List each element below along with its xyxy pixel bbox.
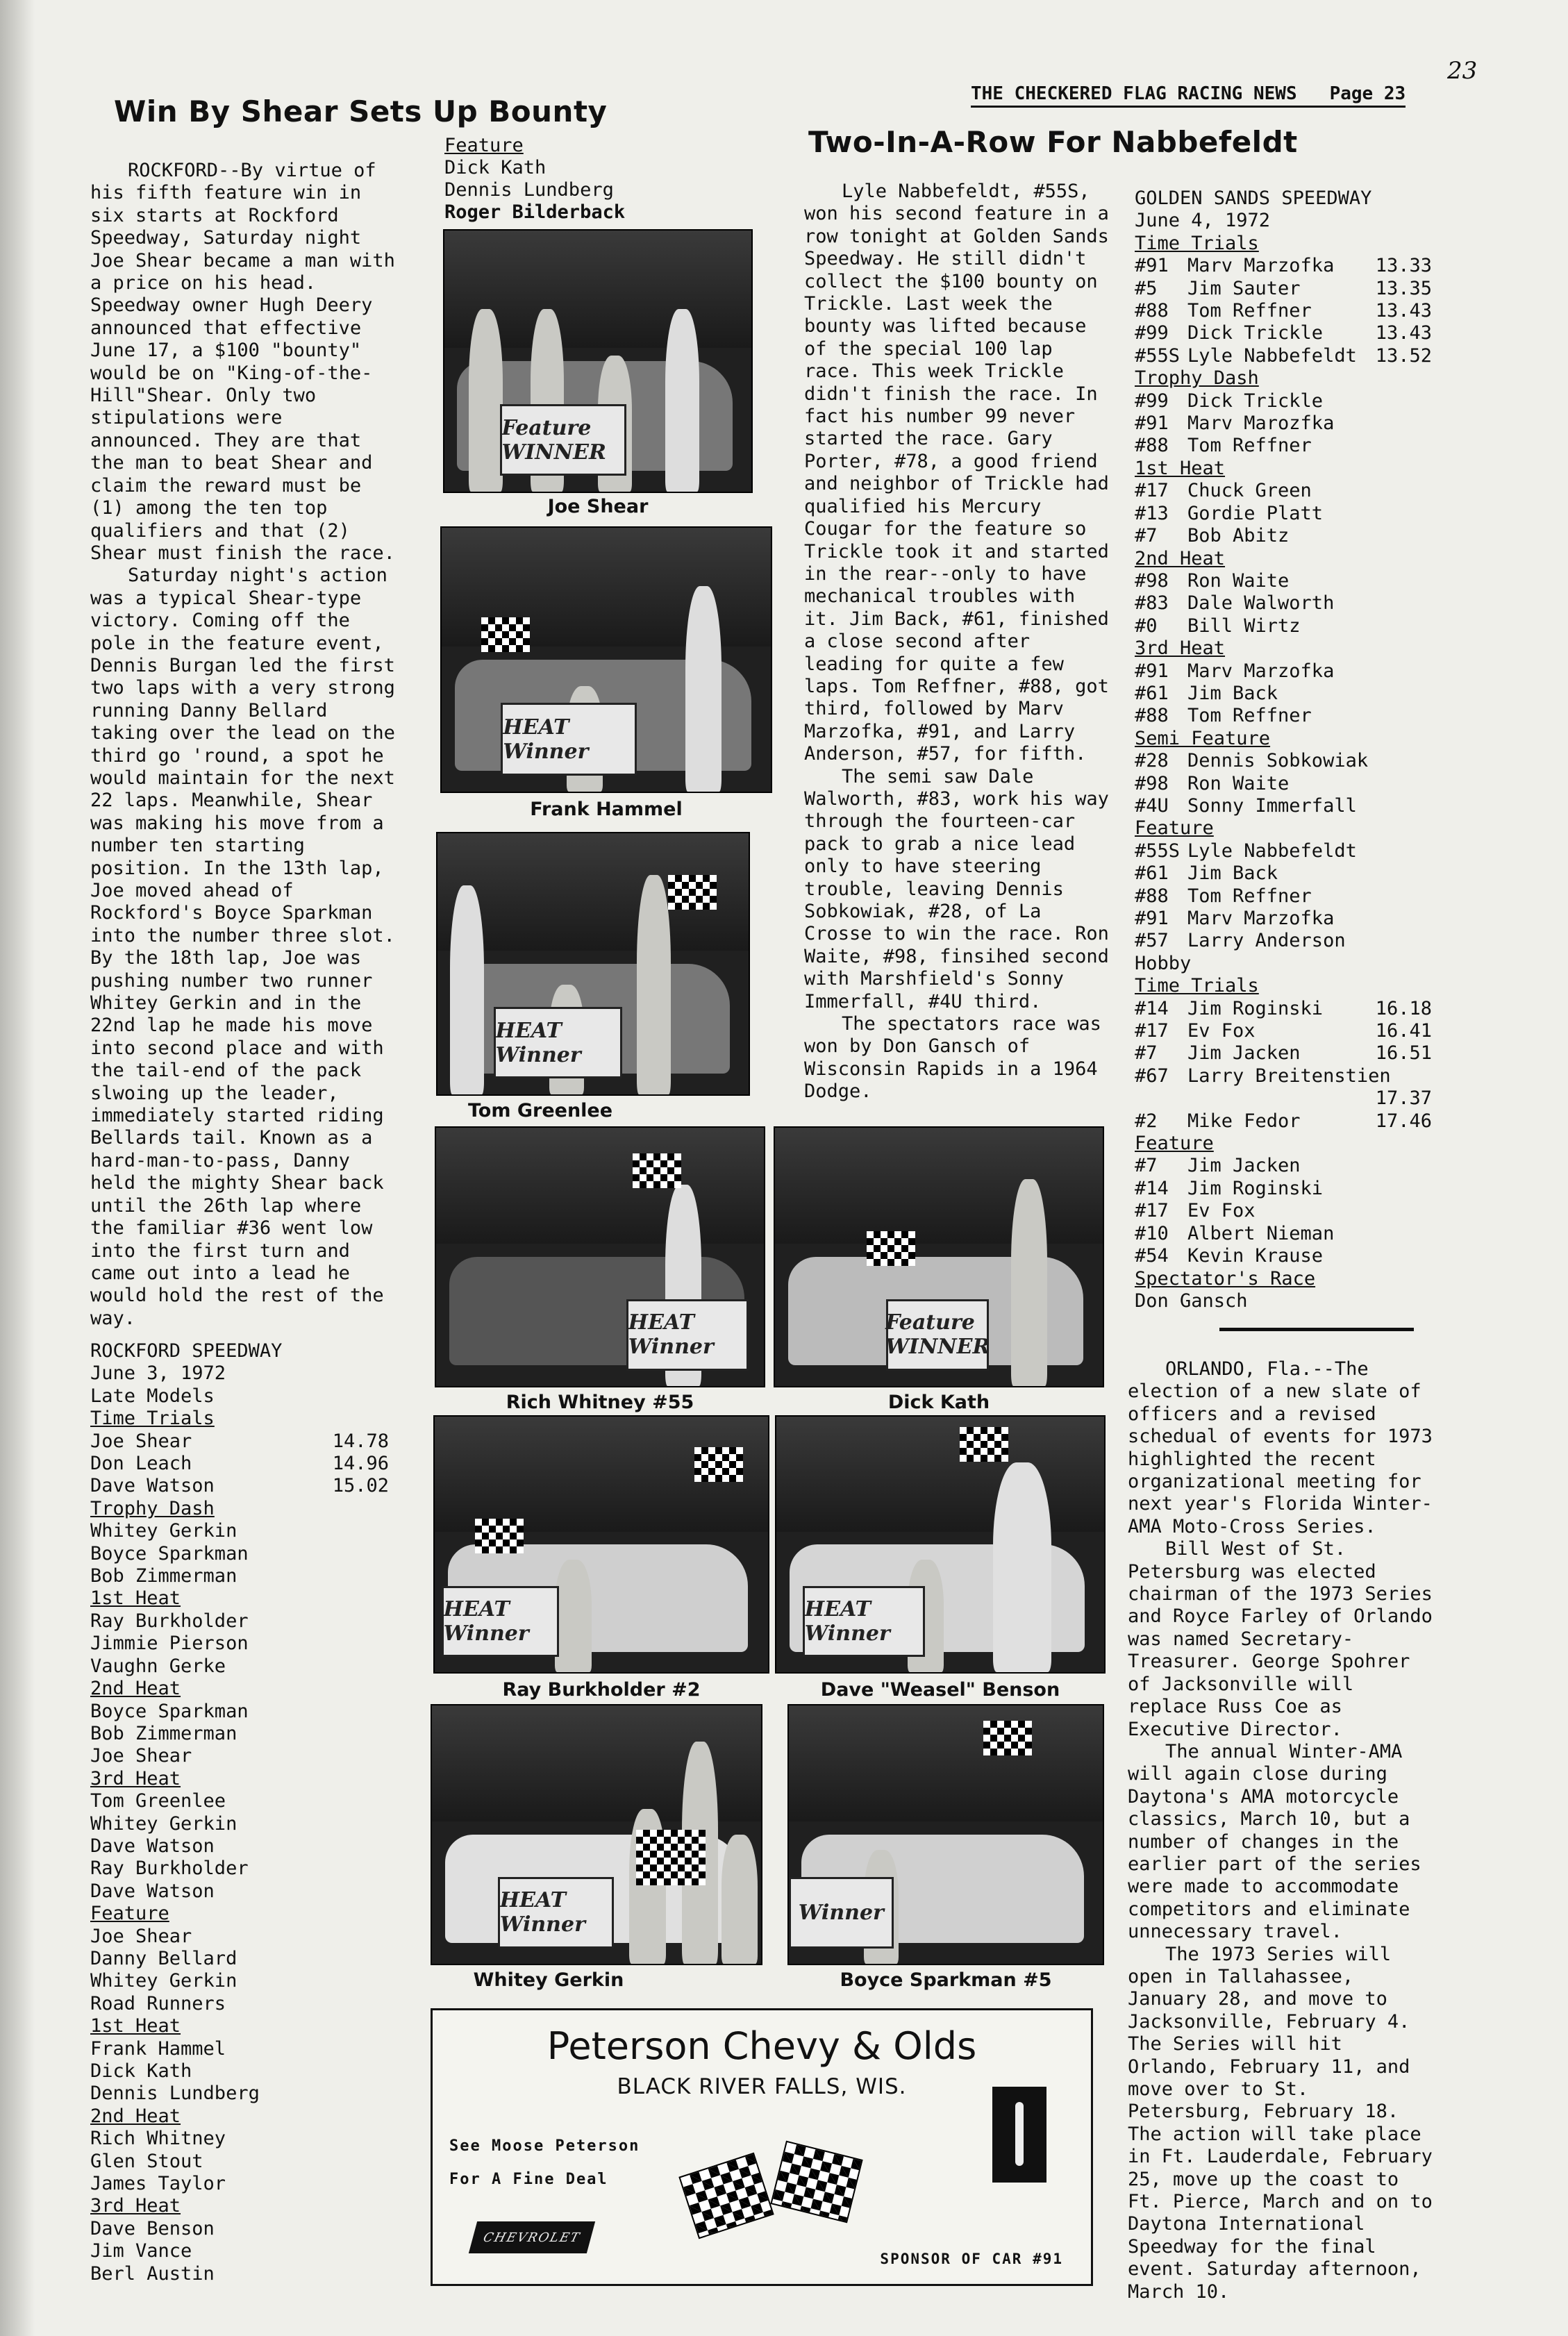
result-row: Dave Benson xyxy=(90,2217,215,2239)
rockford-results xyxy=(90,1340,389,2285)
result-row: #88 Tom Reffner xyxy=(1135,885,1312,907)
result-row: Jim Vance xyxy=(90,2240,192,2262)
section-label: 2nd Heat xyxy=(90,2105,181,2127)
ad-location: BLACK RIVER FALLS, WIS. xyxy=(617,2074,907,2099)
result-row: Joe Shear xyxy=(90,1745,192,1767)
result-row: #91 Marv Marzofka xyxy=(1135,908,1335,929)
result-row: #83 Dale Walworth xyxy=(1135,592,1335,615)
section-label: Semi Feature xyxy=(1135,727,1271,749)
photo-tom-greenlee xyxy=(436,832,750,1096)
running-header xyxy=(971,83,1406,108)
result-row: Dennis Lundberg xyxy=(444,179,614,201)
article-paragraph: Lyle Nabbefeldt, #55S, won his second feature in a row tonight at Golden Sands Speedway. He still didn't collect the $100 bounty on Trickle. Last week the bounty was lifted because of the special 100 lap race. This week Trickle didn't finish the race. In fact his number 99 never started the race. Gary Porter, #78, a good friend and neighbor of Trickle had qualified his Mercury Cougar for the feature so Trickle took it and started in the rear--only to have mechanical troubles with it. Jim Back, #61, finished a close second after leading for quite a few laps. Tom Reffner, #88, got third, followed by Marv Marzofka, #91, and Larry Anderson, #57, for fifth. xyxy=(804,181,1109,765)
photo-caption: Dick Kath xyxy=(887,1392,990,1413)
article-orlando xyxy=(1128,1358,1436,2303)
photo-sign: Feature WINNER xyxy=(886,1299,989,1371)
section-label: Feature xyxy=(444,135,524,156)
result-row: Bob Zimmerman xyxy=(90,1722,237,1744)
result-row: 17.37 xyxy=(1375,1087,1432,1110)
photo-rich-whitney xyxy=(435,1126,765,1387)
section-label: 1st Heat xyxy=(90,2015,181,2037)
section-label: 1st Heat xyxy=(90,1587,181,1610)
result-row: Vaughn Gerke xyxy=(90,1655,226,1677)
result-row: #13 Gordie Platt xyxy=(1135,502,1324,524)
result-row: Dave Watson xyxy=(90,1880,215,1902)
article-paragraph: ORLANDO, Fla.--The election of a new slate of officers and a revised schedual of events for 1973 highlighted the recent organizational meeting for next year's Florida Winter-AMA Moto-Cross Series. xyxy=(1128,1358,1433,1537)
section-label: Time Trials xyxy=(90,1408,215,1430)
ad-peterson-chevy xyxy=(431,2008,1093,2286)
result-row: #7 Jim Jacken 16.51 xyxy=(1135,1042,1432,1065)
article-paragraph: The semi saw Dale Walworth, #83, work his way through the fourteen-car pack to grab a nice lead only to have steering trouble, leaving Dennis Sobkowiak, #28, of La Crosse to win the race. Ron Waite, #98, finsihed second with Marshfield's Sonny Immerfall, #4U third. xyxy=(804,765,1109,1012)
result-row: Frank Hammel xyxy=(90,2037,226,2060)
result-row: James Taylor xyxy=(90,2173,226,2195)
section-label: Time Trials xyxy=(1135,975,1259,997)
section-label: Feature xyxy=(1135,817,1214,840)
photo-sign: HEAT Winner xyxy=(498,1877,614,1949)
result-row: #7 Bob Abitz xyxy=(1135,525,1290,547)
result-row: #2 Mike Fedor 17.46 xyxy=(1135,1110,1432,1132)
oldsmobile-emblem-icon xyxy=(992,2087,1046,2183)
result-row: #17 Chuck Green xyxy=(1135,480,1312,502)
result-row: Joe Shear 14.78 xyxy=(90,1430,389,1452)
golden-sands-results xyxy=(1135,187,1432,1312)
article-paragraph: The spectators race was won by Don Gansch of Wisconsin Rapids in a 1964 Dodge. xyxy=(804,1013,1101,1103)
page-binding-shadow xyxy=(0,0,35,2336)
section-label: Feature xyxy=(90,1903,169,1925)
result-row: Danny Bellard xyxy=(90,1947,237,1969)
result-row: #61 Jim Back xyxy=(1135,862,1278,885)
photo-sign: HEAT Winner xyxy=(626,1299,749,1371)
article-paragraph: The 1973 Series will open in Tallahassee, January 28, and move to Jacksonville, February 4. The Series will hit Orlando, February 11, and move over to St. Petersburg, February 18. The action will take place in Ft. Lauderdale, February 25, move up the coast to Ft. Pierce, March and on to Daytona International Speedway for the final event. Saturday afternoon, March 10. xyxy=(1128,1943,1433,2303)
result-row: Rich Whitney xyxy=(90,2128,226,2150)
result-row: Bob Zimmerman xyxy=(90,1565,237,1587)
photo-caption: Whitey Gerkin xyxy=(473,1969,624,1991)
feature-box xyxy=(444,135,625,224)
result-row: #14 Jim Roginski xyxy=(1135,1177,1324,1199)
result-row: Whitey Gerkin xyxy=(90,1520,237,1542)
headline-win-by-shear: Win By Shear Sets Up Bounty xyxy=(114,94,608,128)
article-win-by-shear xyxy=(90,160,404,1330)
result-row: #88 Tom Reffner 13.43 xyxy=(1135,300,1432,322)
photo-caption: Frank Hammel xyxy=(530,799,683,820)
article-two-in-a-row xyxy=(804,181,1115,1103)
result-row: #17 Ev Fox 16.41 xyxy=(1135,1020,1432,1042)
results-track: GOLDEN SANDS SPEEDWAY xyxy=(1135,187,1372,209)
section-label: 1st Heat xyxy=(1135,457,1226,479)
result-row: #88 Tom Reffner xyxy=(1135,705,1312,727)
photo-dave-benson xyxy=(775,1415,1106,1674)
page-number: Page 23 xyxy=(1329,83,1406,104)
ad-tagline: See Moose Peterson For A Fine Deal xyxy=(449,2137,640,2188)
paper-name: THE CHECKERED FLAG RACING NEWS xyxy=(971,83,1297,104)
result-row: #14 Jim Roginski 16.18 xyxy=(1135,997,1432,1019)
results-date: June 4, 1972 xyxy=(1135,210,1271,232)
result-row: #99 Dick Trickle 13.43 xyxy=(1135,322,1432,344)
result-row: Boyce Sparkman xyxy=(90,1542,249,1565)
results-date: June 3, 1972 xyxy=(90,1362,226,1385)
results-track: ROCKFORD SPEEDWAY xyxy=(90,1340,283,1362)
photo-sign: HEAT Winner xyxy=(803,1586,925,1657)
result-row: Dick Kath xyxy=(444,157,547,178)
result-row: #98 Ron Waite xyxy=(1135,772,1290,794)
result-row: #54 Kevin Krause xyxy=(1135,1245,1324,1267)
result-row: #0 Bill Wirtz xyxy=(1135,615,1301,637)
result-row: #88 Tom Reffner xyxy=(1135,435,1312,457)
photo-sign: Feature WINNER xyxy=(500,404,627,476)
photo-caption: Ray Burkholder #2 xyxy=(502,1679,701,1701)
section-label: 3rd Heat xyxy=(90,2195,181,2217)
ad-sponsor: SPONSOR OF CAR #91 xyxy=(880,2251,1063,2267)
result-row: #91 Marv Marzofka xyxy=(1135,660,1335,682)
photo-whitey-gerkin xyxy=(431,1704,762,1965)
photo-frank-hammel xyxy=(440,526,772,793)
headline-two-in-a-row: Two-In-A-Row For Nabbefeldt xyxy=(808,125,1298,159)
result-row: Roger Bilderback xyxy=(444,201,626,223)
photo-joe-shear xyxy=(443,229,753,493)
result-row: Ray Burkholder xyxy=(90,1610,249,1632)
result-row: #99 Dick Trickle xyxy=(1135,390,1324,412)
photo-caption: Boyce Sparkman #5 xyxy=(840,1969,1052,1991)
result-row: Dave Watson 15.02 xyxy=(90,1475,389,1497)
section-label: 2nd Heat xyxy=(1135,547,1226,569)
ad-title: Peterson Chevy & Olds xyxy=(547,2024,977,2068)
section-label: Road Runners xyxy=(90,1992,226,2014)
result-row: #7 Jim Jacken xyxy=(1135,1155,1301,1177)
photo-ray-burkholder xyxy=(433,1415,769,1674)
result-row: #17 Ev Fox xyxy=(1135,1200,1256,1222)
result-row: Ray Burkholder xyxy=(90,1858,249,1880)
section-label: 3rd Heat xyxy=(1135,637,1226,660)
result-row: Boyce Sparkman xyxy=(90,1700,249,1722)
section-label: Trophy Dash xyxy=(90,1497,215,1519)
result-row: Don Leach 14.96 xyxy=(90,1453,389,1475)
photo-sign: HEAT Winner xyxy=(494,1007,622,1079)
photo-caption: Joe Shear xyxy=(547,496,649,517)
result-row: #91 Marv Marozfka xyxy=(1135,412,1335,435)
photo-sign: Winner xyxy=(789,1877,894,1949)
section-label: Time Trials xyxy=(1135,232,1259,254)
photo-caption: Dave "Weasel" Benson xyxy=(820,1679,1060,1701)
photo-sign: HEAT Winner xyxy=(442,1586,559,1657)
result-row: #98 Ron Waite xyxy=(1135,569,1290,592)
column-divider-rule xyxy=(1219,1328,1414,1331)
result-row: #57 Larry Anderson xyxy=(1135,930,1346,952)
article-paragraph: ROCKFORD--By virtue of his fifth feature win in six starts at Rockford Speedway, Saturday night Joe Shear became a man with a price on his head. Speedway owner Hugh Deery announced that effective June 17, a $100 "bounty" would be on "King-of-the-Hill"Shear. Only two stipulations were announced. They are that the man to beat Shear and claim the reward must be (1) among the ten top qualifiers and that (2) Shear must finish the race. xyxy=(90,160,395,564)
result-row: Dick Kath xyxy=(90,2060,192,2082)
result-row: #5 Jim Sauter 13.35 xyxy=(1135,277,1432,299)
section-label: Hobby xyxy=(1135,952,1192,974)
handwritten-page-mark: 23 xyxy=(1447,57,1478,85)
section-label: 2nd Heat xyxy=(90,1678,181,1700)
result-row: Dave Watson xyxy=(90,1835,215,1857)
result-row: Joe Shear xyxy=(90,1925,192,1947)
result-row: #55S Lyle Nabbefeldt 13.52 xyxy=(1135,344,1432,367)
result-row: Whitey Gerkin xyxy=(90,1812,237,1835)
result-row: #61 Jim Back xyxy=(1135,682,1278,704)
result-row: #10 Albert Nieman xyxy=(1135,1222,1335,1244)
article-paragraph: Saturday night's action was a typical Shear-type victory. Coming off the pole in the feature event, Dennis Burgan led the first two laps with a very strong running Danny Bellard taking over the lead on the third go 'round, a spot he would maintain for the next 22 laps. Meanwhile, Shear was making his move from a number ten starting position. In the 13th lap, Joe moved ahead of Rockford's Boyce Sparkman into the number three slot. By the 18th lap, Joe was pushing number two runner Whitey Gerkin and in the 22nd lap he made his move into second place and with the tail-end of the pack slwoing up the leader, immediately started riding Bellards tail. Known as a hard-man-to-pass, Danny held the mighty Shear back until the 26th lap where the familiar #36 went low into the first turn and came out into a lead he would hold the rest of the way. xyxy=(90,565,395,1329)
result-row: Don Gansch xyxy=(1135,1290,1248,1312)
article-paragraph: Bill West of St. Petersburg was elected chairman of the 1973 Series and Royce Farley of Orlando was named Secretary-Treasurer. George Spohrer of Jacksonville will replace Russ Coe as Executive Director. xyxy=(1128,1538,1433,1740)
result-row: Berl Austin xyxy=(90,2262,215,2285)
article-paragraph: The annual Winter-AMA will again close during Daytona's AMA motorcycle classics, March 10, but a number of changes in the earlier part of the series were made to accommodate competitors and eliminate unnecessary travel. xyxy=(1128,1740,1421,1943)
section-label: 3rd Heat xyxy=(90,1767,181,1789)
result-row: #67 Larry Breitenstien xyxy=(1135,1065,1391,1087)
photo-boyce-sparkman xyxy=(787,1704,1104,1965)
result-row: Tom Greenlee xyxy=(90,1790,226,1812)
photo-caption: Tom Greenlee xyxy=(467,1100,613,1121)
chevrolet-logo: CHEVROLET xyxy=(469,2221,595,2253)
checkered-flags-icon xyxy=(673,2135,881,2260)
photo-caption: Rich Whitney #55 xyxy=(506,1392,694,1413)
result-row: Jimmie Pierson xyxy=(90,1633,249,1655)
result-row: Dennis Lundberg xyxy=(90,2083,260,2105)
result-row: #28 Dennis Sobkowiak xyxy=(1135,750,1369,772)
result-row: Whitey Gerkin xyxy=(90,1970,237,1992)
results-class: Late Models xyxy=(90,1385,215,1407)
result-row: Glen Stout xyxy=(90,2150,203,2172)
photo-sign: HEAT Winner xyxy=(501,703,637,776)
section-label: Feature xyxy=(1135,1133,1214,1155)
result-row: #55S Lyle Nabbefeldt xyxy=(1135,840,1357,862)
result-row: #91 Marv Marzofka 13.33 xyxy=(1135,255,1432,277)
section-label: Trophy Dash xyxy=(1135,367,1259,390)
section-label: Spectator's Race xyxy=(1135,1267,1316,1290)
photo-dick-kath xyxy=(774,1126,1104,1387)
result-row: #4U Sonny Immerfall xyxy=(1135,794,1357,817)
